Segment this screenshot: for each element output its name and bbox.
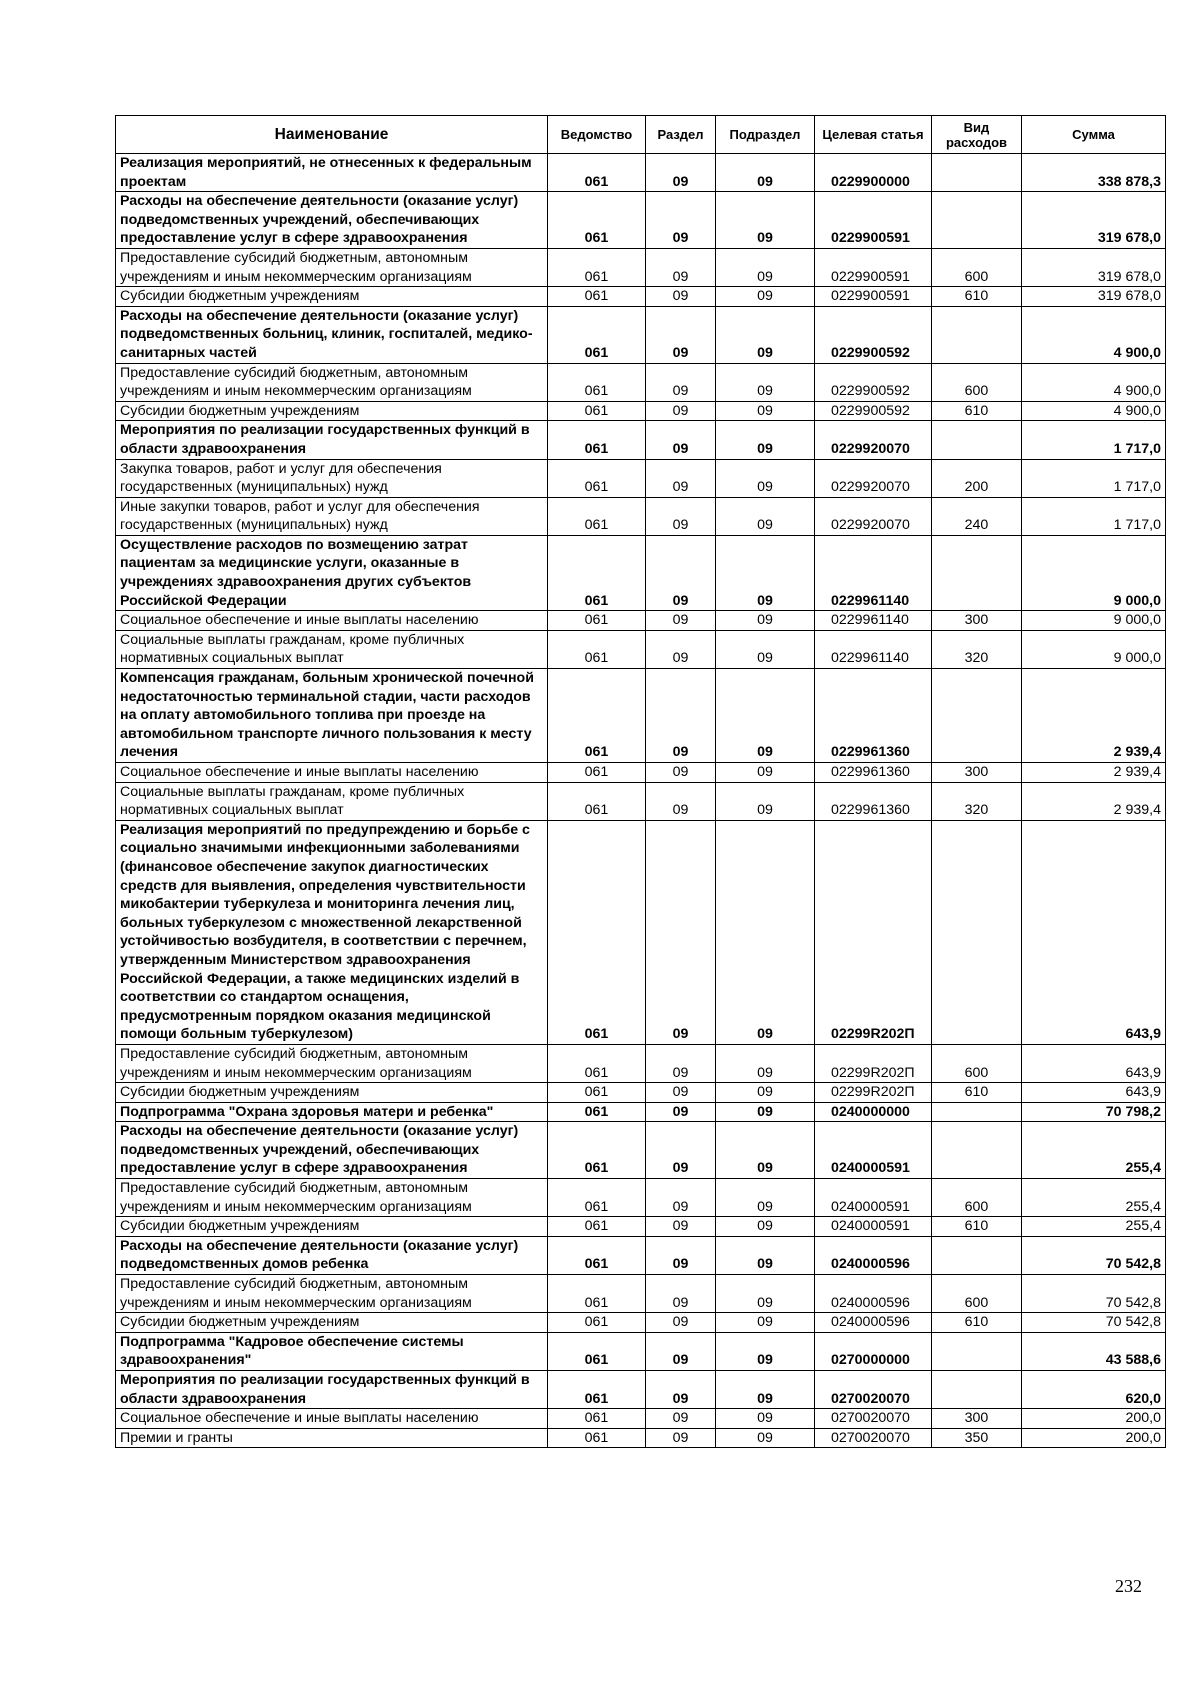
cell-subsection: 09	[716, 1179, 815, 1217]
cell-target: 0240000596	[815, 1313, 932, 1333]
cell-subsection: 09	[716, 669, 815, 763]
table-row	[116, 535, 1166, 610]
cell-department: 061	[548, 782, 646, 820]
cell-department: 061	[548, 363, 646, 401]
cell-expense-type	[932, 1332, 1022, 1370]
cell-subsection: 09	[716, 1371, 815, 1409]
cell-subsection: 09	[716, 611, 815, 631]
cell-amount: 620,0	[1022, 1371, 1166, 1409]
cell-section: 09	[646, 1236, 716, 1274]
cell-name: Субсидии бюджетным учреждениям	[116, 1217, 548, 1237]
cell-expense-type	[932, 669, 1022, 763]
cell-subsection: 09	[716, 630, 815, 668]
cell-section: 09	[646, 535, 716, 610]
cell-target: 0229920070	[815, 459, 932, 497]
table-row	[116, 782, 1166, 820]
cell-name: Предоставление субсидий бюджетным, автономным учреждениям и иным некоммерческим организациям	[116, 363, 548, 401]
cell-name: Субсидии бюджетным учреждениям	[116, 1083, 548, 1103]
cell-expense-type: 240	[932, 497, 1022, 535]
header-amount: Сумма	[1022, 116, 1166, 154]
cell-department: 061	[548, 248, 646, 286]
cell-expense-type: 320	[932, 782, 1022, 820]
cell-section: 09	[646, 401, 716, 421]
cell-target: 0229900592	[815, 401, 932, 421]
cell-amount: 9 000,0	[1022, 630, 1166, 668]
cell-amount: 2 939,4	[1022, 782, 1166, 820]
cell-section: 09	[646, 497, 716, 535]
cell-section: 09	[646, 1428, 716, 1448]
cell-target: 0270020070	[815, 1371, 932, 1409]
cell-amount: 43 588,6	[1022, 1332, 1166, 1370]
cell-name: Социальные выплаты гражданам, кроме публичных нормативных социальных выплат	[116, 630, 548, 668]
cell-name: Подпрограмма "Кадровое обеспечение системы здравоохранения"	[116, 1332, 548, 1370]
cell-amount: 200,0	[1022, 1409, 1166, 1429]
cell-name: Социальные выплаты гражданам, кроме публичных нормативных социальных выплат	[116, 782, 548, 820]
table-row	[116, 1102, 1166, 1122]
cell-section: 09	[646, 630, 716, 668]
cell-subsection: 09	[716, 248, 815, 286]
cell-amount: 9 000,0	[1022, 535, 1166, 610]
cell-department: 061	[548, 1083, 646, 1103]
cell-name: Субсидии бюджетным учреждениям	[116, 1313, 548, 1333]
header-department: Ведомство	[548, 116, 646, 154]
cell-department: 061	[548, 763, 646, 783]
cell-section: 09	[646, 192, 716, 249]
table-row	[116, 1313, 1166, 1333]
cell-subsection: 09	[716, 782, 815, 820]
cell-department: 061	[548, 1371, 646, 1409]
header-target: Целевая статья	[815, 116, 932, 154]
table-row	[116, 248, 1166, 286]
cell-amount: 200,0	[1022, 1428, 1166, 1448]
cell-department: 061	[548, 192, 646, 249]
table-row	[116, 1275, 1166, 1313]
cell-subsection: 09	[716, 154, 815, 192]
table-row	[116, 287, 1166, 307]
cell-target: 0229961140	[815, 535, 932, 610]
cell-section: 09	[646, 1044, 716, 1082]
cell-expense-type: 300	[932, 763, 1022, 783]
header-name: Наименование	[116, 116, 548, 154]
cell-section: 09	[646, 1313, 716, 1333]
cell-department: 061	[548, 1428, 646, 1448]
cell-name: Подпрограмма "Охрана здоровья матери и ребенка"	[116, 1102, 548, 1122]
cell-target: 0240000591	[815, 1217, 932, 1237]
cell-expense-type: 350	[932, 1428, 1022, 1448]
cell-name: Расходы на обеспечение деятельности (оказание услуг) подведомственных учреждений, обеспечивающих предоставление услуг в сфере здравоохранения	[116, 192, 548, 249]
cell-expense-type	[932, 421, 1022, 459]
cell-expense-type: 610	[932, 1083, 1022, 1103]
cell-expense-type: 600	[932, 248, 1022, 286]
cell-department: 061	[548, 1332, 646, 1370]
cell-department: 061	[548, 535, 646, 610]
cell-section: 09	[646, 287, 716, 307]
cell-target: 0240000596	[815, 1275, 932, 1313]
table-row	[116, 1179, 1166, 1217]
table-row	[116, 363, 1166, 401]
cell-name: Социальное обеспечение и иные выплаты населению	[116, 611, 548, 631]
table-row	[116, 192, 1166, 249]
cell-department: 061	[548, 1217, 646, 1237]
cell-expense-type	[932, 1102, 1022, 1122]
cell-name: Предоставление субсидий бюджетным, автономным учреждениям и иным некоммерческим организациям	[116, 1275, 548, 1313]
cell-subsection: 09	[716, 1217, 815, 1237]
cell-department: 061	[548, 306, 646, 363]
cell-section: 09	[646, 611, 716, 631]
cell-department: 061	[548, 1275, 646, 1313]
cell-section: 09	[646, 421, 716, 459]
cell-amount: 319 678,0	[1022, 287, 1166, 307]
cell-department: 061	[548, 1409, 646, 1429]
cell-section: 09	[646, 669, 716, 763]
cell-amount: 9 000,0	[1022, 611, 1166, 631]
cell-target: 0229961140	[815, 630, 932, 668]
cell-section: 09	[646, 1217, 716, 1237]
cell-section: 09	[646, 820, 716, 1044]
cell-name: Иные закупки товаров, работ и услуг для обеспечения государственных (муниципальных) нужд	[116, 497, 548, 535]
cell-department: 061	[548, 287, 646, 307]
cell-subsection: 09	[716, 1236, 815, 1274]
cell-amount: 255,4	[1022, 1217, 1166, 1237]
cell-amount: 1 717,0	[1022, 459, 1166, 497]
cell-name: Расходы на обеспечение деятельности (оказание услуг) подведомственных учреждений, обеспечивающих предоставление услуг в сфере здравоохранения	[116, 1122, 548, 1179]
cell-name: Расходы на обеспечение деятельности (оказание услуг) подведомственных больниц, клиник, госпиталей, медико-санитарных частей	[116, 306, 548, 363]
cell-amount: 2 939,4	[1022, 763, 1166, 783]
cell-target: 0229961360	[815, 782, 932, 820]
table-row	[116, 1428, 1166, 1448]
cell-subsection: 09	[716, 1428, 815, 1448]
cell-target: 0229961360	[815, 669, 932, 763]
page-number: 232	[1115, 1576, 1142, 1596]
table-row	[116, 459, 1166, 497]
cell-target: 02299R202П	[815, 820, 932, 1044]
cell-amount: 4 900,0	[1022, 363, 1166, 401]
table-row	[116, 1409, 1166, 1429]
cell-subsection: 09	[716, 535, 815, 610]
cell-expense-type: 610	[932, 1217, 1022, 1237]
cell-target: 0229920070	[815, 497, 932, 535]
cell-amount: 1 717,0	[1022, 421, 1166, 459]
cell-expense-type	[932, 535, 1022, 610]
cell-department: 061	[548, 154, 646, 192]
cell-section: 09	[646, 1332, 716, 1370]
cell-subsection: 09	[716, 1122, 815, 1179]
cell-amount: 319 678,0	[1022, 248, 1166, 286]
cell-amount: 2 939,4	[1022, 669, 1166, 763]
cell-target: 0229900592	[815, 306, 932, 363]
cell-name: Реализация мероприятий, не отнесенных к федеральным проектам	[116, 154, 548, 192]
table-body	[116, 154, 1166, 1448]
table-row	[116, 763, 1166, 783]
table-row	[116, 611, 1166, 631]
cell-expense-type	[932, 306, 1022, 363]
cell-expense-type: 600	[932, 1275, 1022, 1313]
cell-target: 0270020070	[815, 1409, 932, 1429]
cell-amount: 643,9	[1022, 1083, 1166, 1103]
cell-expense-type: 300	[932, 1409, 1022, 1429]
cell-subsection: 09	[716, 306, 815, 363]
cell-department: 061	[548, 611, 646, 631]
cell-section: 09	[646, 782, 716, 820]
cell-department: 061	[548, 1236, 646, 1274]
cell-target: 0229900000	[815, 154, 932, 192]
cell-target: 0229920070	[815, 421, 932, 459]
cell-department: 061	[548, 1122, 646, 1179]
cell-section: 09	[646, 154, 716, 192]
cell-name: Премии и гранты	[116, 1428, 548, 1448]
table-row	[116, 1371, 1166, 1409]
cell-expense-type	[932, 1122, 1022, 1179]
cell-expense-type: 610	[932, 401, 1022, 421]
cell-amount: 319 678,0	[1022, 192, 1166, 249]
table-row	[116, 497, 1166, 535]
cell-subsection: 09	[716, 1083, 815, 1103]
budget-table	[115, 115, 1166, 1448]
cell-amount: 4 900,0	[1022, 401, 1166, 421]
cell-section: 09	[646, 1083, 716, 1103]
cell-amount: 643,9	[1022, 820, 1166, 1044]
cell-name: Предоставление субсидий бюджетным, автономным учреждениям и иным некоммерческим организациям	[116, 248, 548, 286]
cell-department: 061	[548, 1313, 646, 1333]
cell-target: 0229961360	[815, 763, 932, 783]
table-row	[116, 401, 1166, 421]
cell-subsection: 09	[716, 192, 815, 249]
cell-subsection: 09	[716, 363, 815, 401]
cell-name: Предоставление субсидий бюджетным, автономным учреждениям и иным некоммерческим организациям	[116, 1044, 548, 1082]
cell-department: 061	[548, 421, 646, 459]
cell-expense-type	[932, 192, 1022, 249]
cell-expense-type	[932, 1371, 1022, 1409]
cell-expense-type: 320	[932, 630, 1022, 668]
cell-expense-type: 300	[932, 611, 1022, 631]
table-row	[116, 1083, 1166, 1103]
table-row	[116, 1236, 1166, 1274]
cell-name: Предоставление субсидий бюджетным, автономным учреждениям и иным некоммерческим организациям	[116, 1179, 548, 1217]
cell-section: 09	[646, 1409, 716, 1429]
cell-department: 061	[548, 630, 646, 668]
cell-name: Реализация мероприятий по предупреждению и борьбе с социально значимыми инфекционными заболеваниями (финансовое обеспечение закупок диагностических средств для выявления, определения чувствительности микобактерии туберкулеза и мониторинга лечения лиц, больных туберкулезом с множественной лекарственной устойчивостью возбудителя, в соответствии с перечнем, утвержденным Министерством здравоохранения Российской Федерации, а также медицинских изделий в соответствии со стандартом оснащения, предусмотренным порядком оказания медицинской помощи больным туберкулезом)	[116, 820, 548, 1044]
cell-target: 0240000591	[815, 1179, 932, 1217]
cell-subsection: 09	[716, 421, 815, 459]
cell-target: 0270020070	[815, 1428, 932, 1448]
cell-subsection: 09	[716, 1044, 815, 1082]
cell-target: 0229900591	[815, 192, 932, 249]
table-row	[116, 306, 1166, 363]
cell-expense-type	[932, 154, 1022, 192]
cell-name: Социальное обеспечение и иные выплаты населению	[116, 763, 548, 783]
cell-expense-type: 600	[932, 1044, 1022, 1082]
cell-name: Социальное обеспечение и иные выплаты населению	[116, 1409, 548, 1429]
cell-section: 09	[646, 1102, 716, 1122]
cell-department: 061	[548, 669, 646, 763]
cell-name: Компенсация гражданам, больным хронической почечной недостаточностью терминальной стадии, части расходов на оплату автомобильного топлива при проезде на автомобильном транспорте личного пользования к месту лечения	[116, 669, 548, 763]
cell-target: 0240000596	[815, 1236, 932, 1274]
header-expense-type: Вид расходов	[932, 116, 1022, 154]
cell-expense-type: 610	[932, 1313, 1022, 1333]
cell-department: 061	[548, 1102, 646, 1122]
cell-amount: 70 542,8	[1022, 1313, 1166, 1333]
cell-target: 0240000591	[815, 1122, 932, 1179]
cell-target: 02299R202П	[815, 1044, 932, 1082]
table-row	[116, 630, 1166, 668]
cell-expense-type: 200	[932, 459, 1022, 497]
cell-target: 0270000000	[815, 1332, 932, 1370]
cell-amount: 338 878,3	[1022, 154, 1166, 192]
cell-section: 09	[646, 763, 716, 783]
table-row	[116, 820, 1166, 1044]
cell-subsection: 09	[716, 763, 815, 783]
cell-target: 0240000000	[815, 1102, 932, 1122]
cell-subsection: 09	[716, 1332, 815, 1370]
cell-name: Осуществление расходов по возмещению затрат пациентам за медицинские услуги, оказанные в учреждениях здравоохранения других субъектов Российской Федерации	[116, 535, 548, 610]
cell-expense-type: 610	[932, 287, 1022, 307]
table-row	[116, 669, 1166, 763]
cell-expense-type: 600	[932, 363, 1022, 401]
cell-subsection: 09	[716, 497, 815, 535]
cell-section: 09	[646, 459, 716, 497]
cell-section: 09	[646, 363, 716, 401]
cell-amount: 255,4	[1022, 1179, 1166, 1217]
cell-section: 09	[646, 1122, 716, 1179]
cell-section: 09	[646, 1275, 716, 1313]
cell-section: 09	[646, 1371, 716, 1409]
table-row	[116, 421, 1166, 459]
cell-amount: 1 717,0	[1022, 497, 1166, 535]
cell-subsection: 09	[716, 401, 815, 421]
cell-name: Субсидии бюджетным учреждениям	[116, 401, 548, 421]
cell-section: 09	[646, 1179, 716, 1217]
cell-name: Мероприятия по реализации государственных функций в области здравоохранения	[116, 421, 548, 459]
cell-subsection: 09	[716, 1275, 815, 1313]
cell-expense-type	[932, 820, 1022, 1044]
cell-department: 061	[548, 1044, 646, 1082]
table-row	[116, 1122, 1166, 1179]
cell-section: 09	[646, 248, 716, 286]
cell-name: Субсидии бюджетным учреждениям	[116, 287, 548, 307]
cell-amount: 4 900,0	[1022, 306, 1166, 363]
cell-subsection: 09	[716, 1313, 815, 1333]
cell-subsection: 09	[716, 459, 815, 497]
table-row	[116, 1217, 1166, 1237]
table-row	[116, 1044, 1166, 1082]
cell-subsection: 09	[716, 1409, 815, 1429]
cell-department: 061	[548, 1179, 646, 1217]
cell-subsection: 09	[716, 287, 815, 307]
header-row	[116, 116, 1166, 154]
table-row	[116, 1332, 1166, 1370]
cell-expense-type: 600	[932, 1179, 1022, 1217]
table-row	[116, 154, 1166, 192]
cell-expense-type	[932, 1236, 1022, 1274]
cell-subsection: 09	[716, 1102, 815, 1122]
cell-name: Закупка товаров, работ и услуг для обеспечения государственных (муниципальных) нужд	[116, 459, 548, 497]
cell-department: 061	[548, 401, 646, 421]
cell-department: 061	[548, 497, 646, 535]
cell-target: 0229900591	[815, 248, 932, 286]
cell-section: 09	[646, 306, 716, 363]
cell-target: 02299R202П	[815, 1083, 932, 1103]
cell-department: 061	[548, 820, 646, 1044]
cell-target: 0229961140	[815, 611, 932, 631]
header-subsection: Подраздел	[716, 116, 815, 154]
cell-target: 0229900591	[815, 287, 932, 307]
cell-subsection: 09	[716, 820, 815, 1044]
cell-name: Расходы на обеспечение деятельности (оказание услуг) подведомственных домов ребенка	[116, 1236, 548, 1274]
cell-target: 0229900592	[815, 363, 932, 401]
cell-amount: 70 542,8	[1022, 1275, 1166, 1313]
cell-amount: 643,9	[1022, 1044, 1166, 1082]
cell-amount: 70 542,8	[1022, 1236, 1166, 1274]
cell-department: 061	[548, 459, 646, 497]
cell-amount: 70 798,2	[1022, 1102, 1166, 1122]
header-section: Раздел	[646, 116, 716, 154]
cell-name: Мероприятия по реализации государственных функций в области здравоохранения	[116, 1371, 548, 1409]
cell-amount: 255,4	[1022, 1122, 1166, 1179]
